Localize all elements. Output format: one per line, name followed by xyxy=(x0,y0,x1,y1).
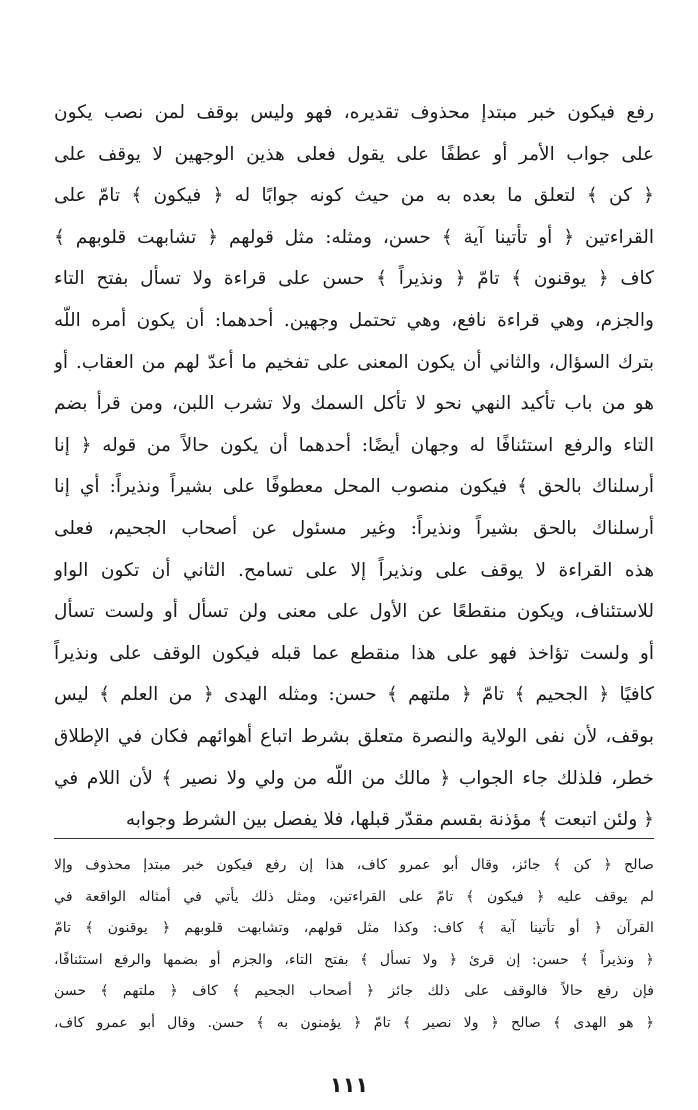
footnote-separator xyxy=(54,838,654,839)
footnote-line: صالح ﴿ كن ﴾ جائز، وقال أبو عمرو كاف، هذا إن رفع فيكون خبر مبتدإ محذوف وإلا xyxy=(54,857,654,873)
footnote-line: القرآن ﴿ أو تأتينا آية ﴾ كاف: وكذا مثل قولهم، وتشابهت قلوبهم ﴿ يوقنون ﴾ تامّ xyxy=(54,920,654,936)
main-line: هذه القراءة لا يوقف على ونذيراً إلا على تسامح. الثاني أن تكون الواو xyxy=(54,559,654,581)
main-line: هو من باب تأكيد النهي نحو لا تأكل السمك ولا تشرب اللبن، ومن قرأ بضم xyxy=(54,393,654,415)
main-line: والجزم، وهي قراءة نافع، وهي تحتمل وجهين. أحدهما: أن يكون أمره اللّه xyxy=(54,309,654,331)
main-line: بترك السؤال، والثاني أن يكون المعنى على تفخيم ما أعدّ لهم من العقاب. أو xyxy=(54,351,654,373)
footnote-line: فإن رفع حالاً فالوقف على ذلك جائز ﴿ أصحاب الجحيم ﴾ كاف ﴿ ملتهم ﴾ حسن xyxy=(54,983,654,999)
main-line: القراءتين ﴿ أو تأتينا آية ﴾ حسن، ومثله: مثل قولهم ﴿ تشابهت قلوبهم ﴾ xyxy=(54,226,654,248)
main-line: أرسلناك بالحق بشيراً ونذيراً: وغير مسئول عن أصحاب الجحيم، فعلى xyxy=(54,517,654,539)
main-line: للاستئناف، ويكون منقطعًا عن الأول على معنى ولن تسأل أو ولست تسأل xyxy=(54,601,654,623)
main-line: أرسلناك بالحق ﴾ فيكون منصوب المحل معطوفًا على بشيراً ونذيراً: أي إنا xyxy=(54,476,654,498)
main-line: بوقف، لأن نفى الولاية والنصرة متعلق بشرط اتباع أهوائهم فكان في الإطلاق xyxy=(54,725,654,747)
main-line: ﴿ كن ﴾ لتعلق ما بعده به من حيث كونه جوابًا له ﴿ فيكون ﴾ تامّ على xyxy=(54,185,654,207)
main-line: أو ولست تؤاخذ فهو على هذا منقطع عما قبله فيكون الوقف على ونذيراً xyxy=(54,642,654,664)
main-line: كافيًا ﴿ الجحيم ﴾ تامّ ﴿ ملتهم ﴾ حسن: ومثله الهدى ﴿ من العلم ﴾ ليس xyxy=(54,684,654,706)
main-line: على جواب الأمر أو عطفًا على يقول فعلى هذين الوجهين لا يوقف على xyxy=(54,143,654,165)
main-line: رفع فيكون خبر مبتدإ محذوف تقديره، فهو وليس بوقف لمن نصب يكون xyxy=(54,102,654,123)
main-text xyxy=(54,92,654,841)
footnote-line: لم يوقف عليه ﴿ فيكون ﴾ تامّ على القراءتين، ومثل ذلك يأتي في أمثاله الواقعة في xyxy=(54,888,654,905)
footnotes xyxy=(54,850,654,1039)
main-line: كاف ﴿ يوقنون ﴾ تامّ ﴿ ونذيراً ﴾ حسن على قراءة ولا تسأل بفتح التاء xyxy=(54,268,654,290)
footnote-line: ﴿ ونذيراً ﴾ حسن: إن قرئ ﴿ ولا تسأل ﴾ بفتح التاء، والجزم أو بضمها والرفع استئنافًا، xyxy=(54,951,654,968)
footnote-line: ﴿ هو الهدى ﴾ صالح ﴿ ولا نصير ﴾ تامّ ﴿ يؤمنون به ﴾ حسن. وقال أبو عمرو كاف، xyxy=(54,1014,654,1031)
main-line: التاء والرفع استئنافًا له وجهان أيضًا: أحدهما أن يكون حالاً من قوله ﴿ إنا xyxy=(54,434,654,456)
page-number: ١١١ xyxy=(329,1073,369,1097)
main-line: خطر، فلذلك جاء الجواب ﴿ مالك من اللّه من ولي ولا نصير ﴾ لأن اللام في xyxy=(54,767,654,789)
main-line: ﴿ ولئن اتبعت ﴾ مؤذنة بقسم مقدّر قبلها، فلا يفصل بين الشرط وجوابه xyxy=(125,809,654,831)
